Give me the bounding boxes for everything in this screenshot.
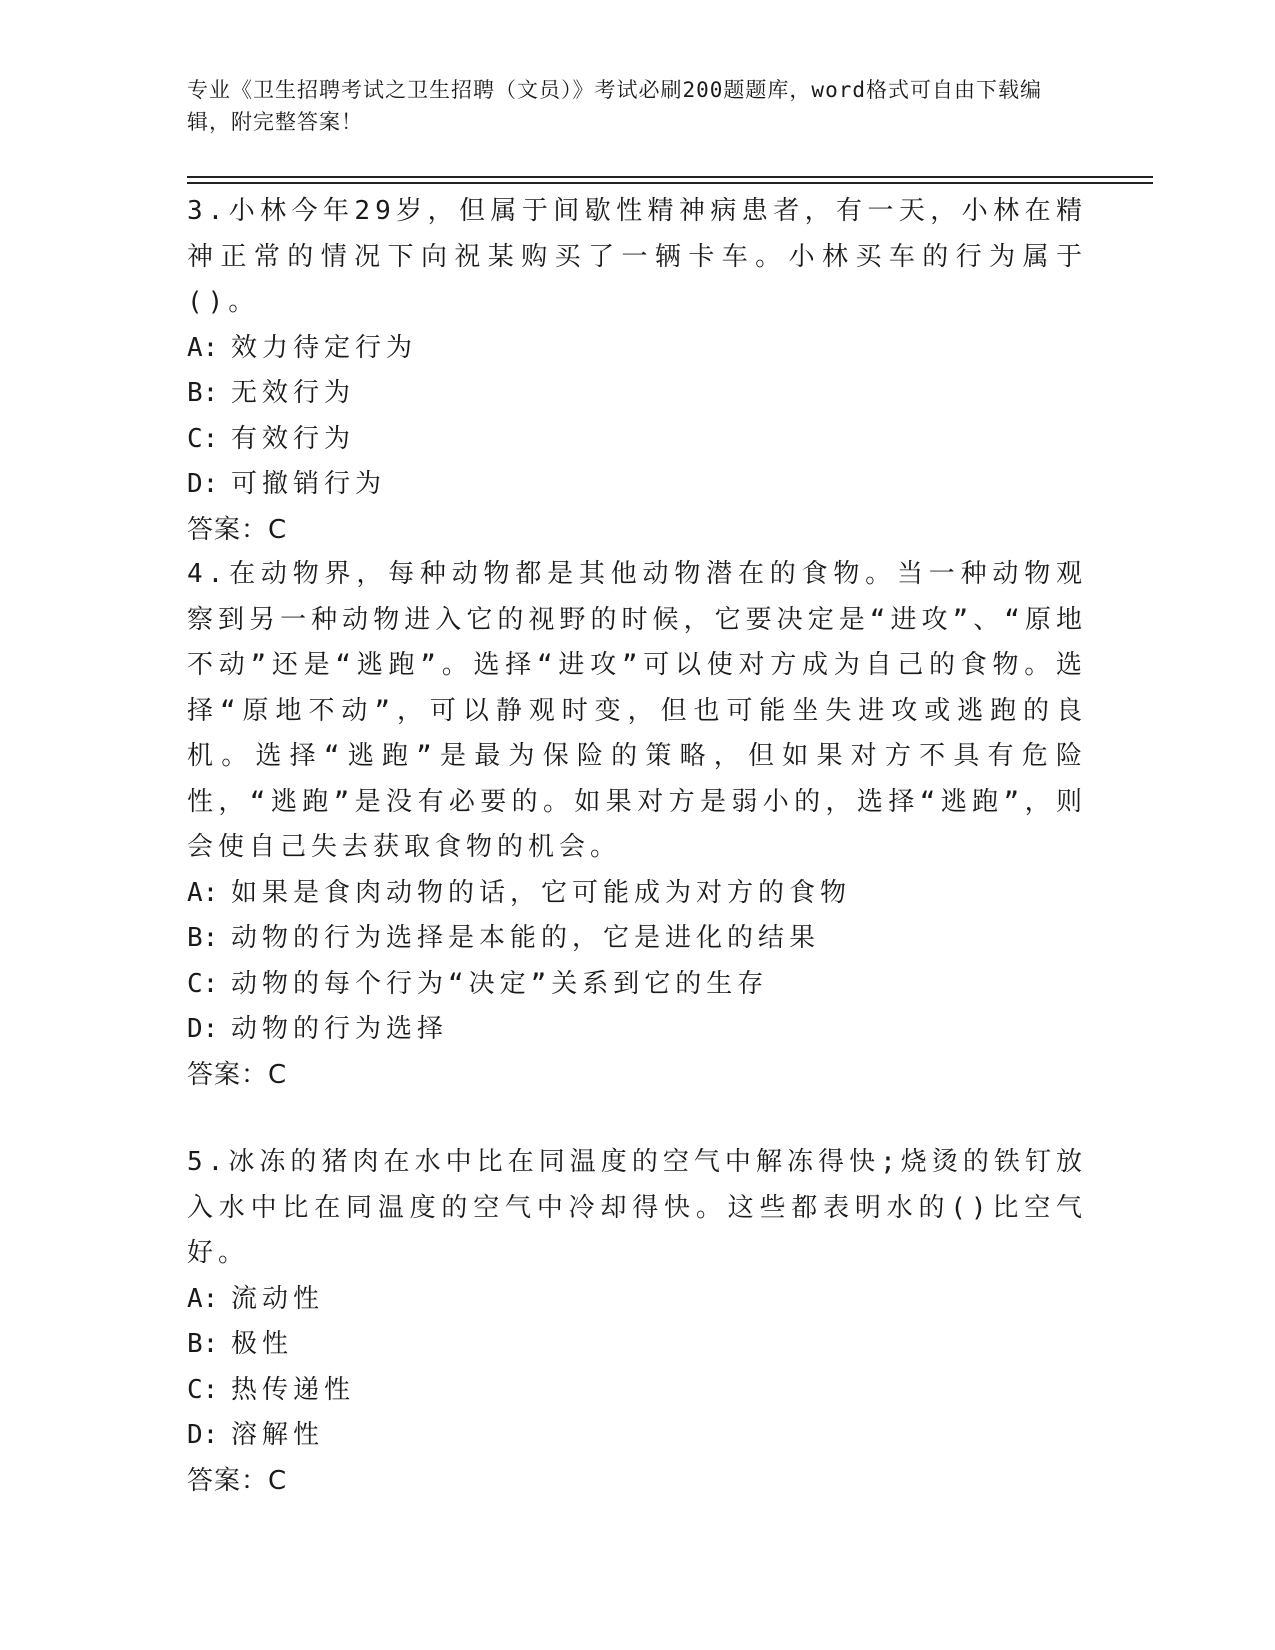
option-letter: C: <box>187 423 219 454</box>
option-letter: C: <box>187 968 219 999</box>
page-header-title: 专业《卫生招聘考试之卫生招聘（文员）》考试必刷200题题库，word格式可自由下载编辑，附完整答案！ <box>187 78 1042 134</box>
option-letter: B: <box>187 1329 219 1359</box>
option-d <box>187 462 1087 508</box>
option-letter: D: <box>187 1014 219 1044</box>
option-text: 可撤销行为 <box>231 469 387 499</box>
option-text: 热传递性 <box>231 1374 356 1405</box>
option-text: 有效行为 <box>231 423 356 454</box>
question-stem: 4.在动物界，每种动物都是其他动物潜在的食物。当一种动物观察到另一种动物进入它的视野的时候，它要决定是“进攻”、“原地不动”还是“逃跑”。选择“进攻”可以使对方成为自己的食物。选择“原地不动”，可以静观时变，但也可能坐失进攻或逃跑的良机。选择“逃跑”是最为保险的策略，但如果对方不具有危险性，“逃跑”是没有必要的。如果对方是弱小的，选择“逃跑”，则会使自己失去获取食物的机会。 <box>187 559 1087 862</box>
option-d <box>187 1007 1087 1053</box>
option-letter: C: <box>187 1374 219 1405</box>
option-a <box>187 871 1087 917</box>
question-4 <box>187 552 1087 1098</box>
question-stem: 3.小林今年29岁，但属于间歇性精神病患者，有一天，小林在精神正常的情况下向祝某购买了一辆卡车。小林买车的行为属于()。 <box>187 196 1087 317</box>
option-letter: D: <box>187 1420 219 1450</box>
option-text: 无效行为 <box>231 378 356 408</box>
option-text: 动物的行为选择是本能的，它是进化的结果 <box>231 923 821 953</box>
header-divider-top <box>187 176 1153 178</box>
question-3 <box>187 189 1087 553</box>
answer-line: 答案：C <box>187 1465 288 1496</box>
option-text: 流动性 <box>231 1283 325 1314</box>
option-letter: A: <box>187 877 219 908</box>
option-a <box>187 1277 1087 1323</box>
option-text: 极性 <box>231 1329 294 1359</box>
option-letter: B: <box>187 378 219 408</box>
option-text: 动物的每个行为“决定”关系到它的生存 <box>231 968 769 999</box>
option-c <box>187 417 1087 463</box>
option-letter: A: <box>187 332 219 363</box>
option-c <box>187 1368 1087 1414</box>
option-text: 动物的行为选择 <box>231 1014 449 1044</box>
option-b <box>187 1322 1087 1368</box>
option-text: 溶解性 <box>231 1420 325 1450</box>
option-d <box>187 1413 1087 1459</box>
header-divider-bottom <box>187 182 1153 184</box>
option-letter: A: <box>187 1283 219 1314</box>
option-c <box>187 962 1087 1008</box>
option-a <box>187 326 1087 372</box>
question-stem: 5.冰冻的猪肉在水中比在同温度的空气中解冻得快;烧烫的铁钉放入水中比在同温度的空气中冷却得快。这些都表明水的()比空气好。 <box>187 1147 1087 1268</box>
option-text: 效力待定行为 <box>231 332 418 363</box>
question-5 <box>187 1140 1087 1504</box>
answer-line: 答案：C <box>187 514 288 545</box>
option-b <box>187 371 1087 417</box>
answer-line: 答案：C <box>187 1059 288 1090</box>
option-letter: D: <box>187 469 219 499</box>
option-letter: B: <box>187 923 219 953</box>
option-text: 如果是食肉动物的话，它可能成为对方的食物 <box>231 877 852 908</box>
option-b <box>187 916 1087 962</box>
